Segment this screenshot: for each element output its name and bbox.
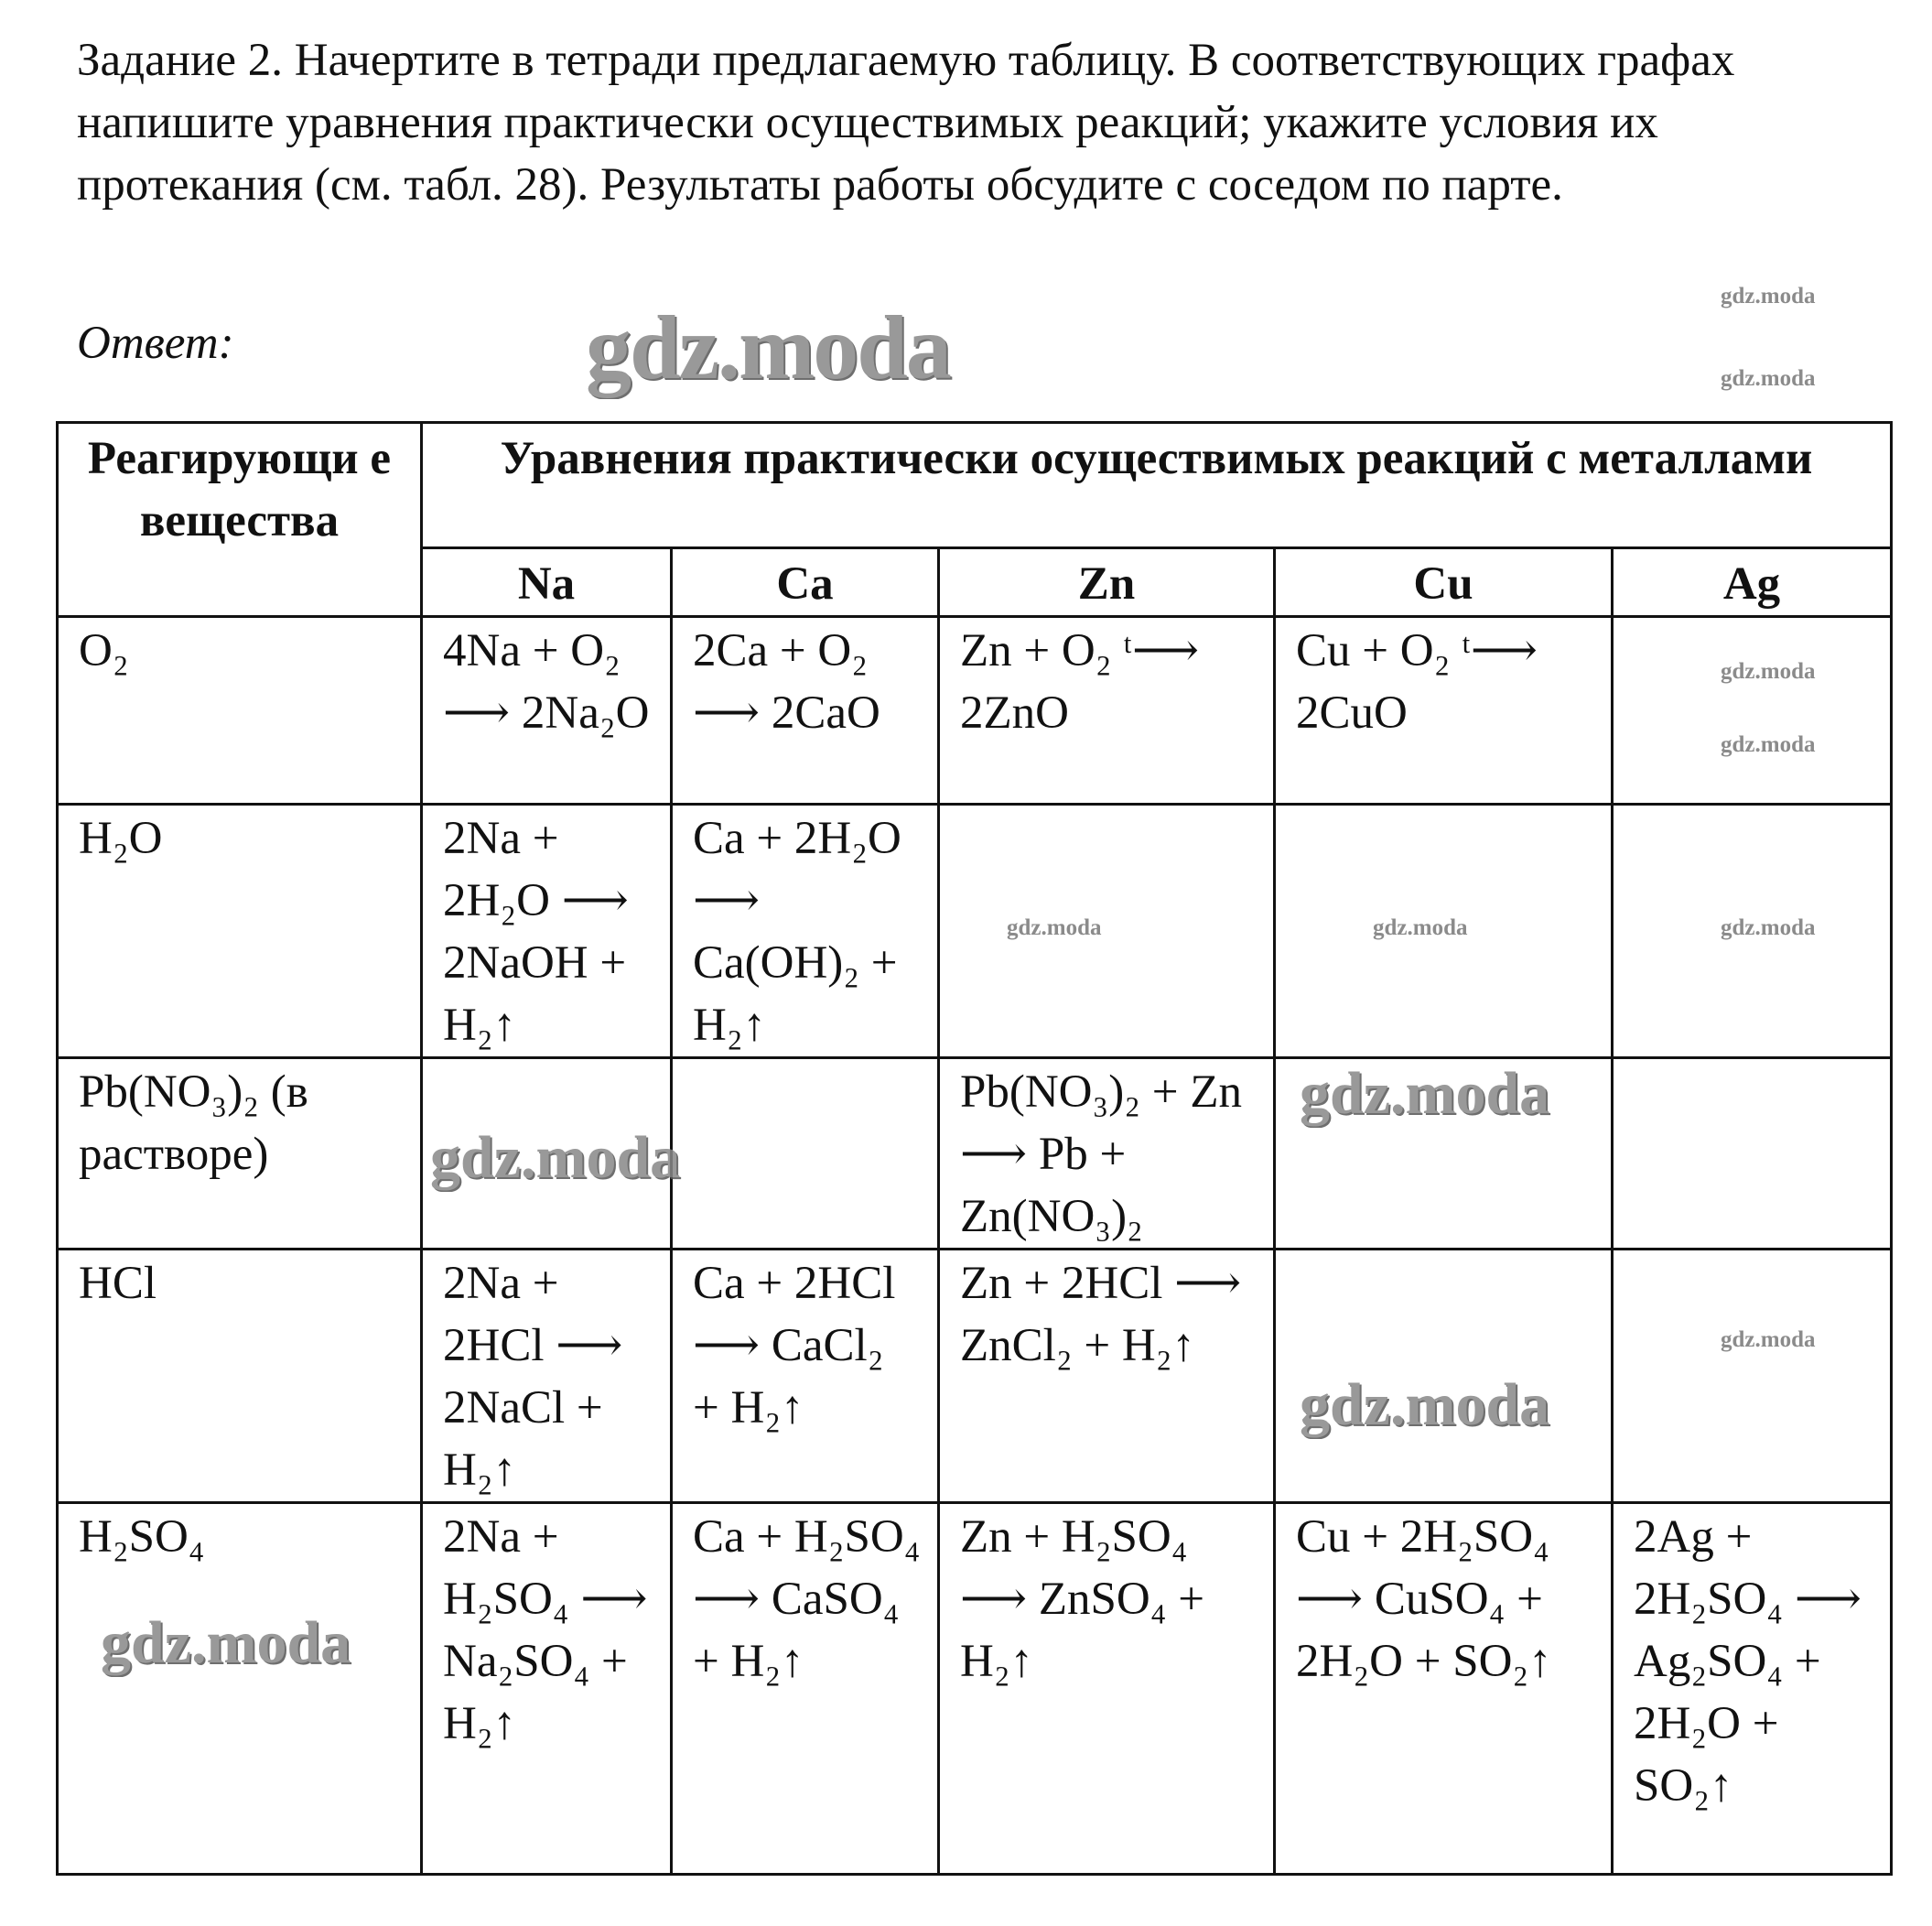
equation-cell: Pb(NO₃)₂ + Zn ⟶ Pb + Zn(NO₃)₂	[939, 1058, 1275, 1250]
table-row	[58, 1503, 1892, 1875]
watermark: gdz.moda	[1721, 284, 1816, 308]
watermark: gdz.moda	[430, 1124, 681, 1191]
header-metal: Zn	[939, 548, 1275, 617]
equation-cell: 4Na + O₂ ⟶ 2Na₂O	[422, 617, 672, 805]
equation-cell	[1275, 805, 1613, 1058]
watermark: gdz.moda	[1007, 915, 1102, 940]
equation-cell: 2Na + 2H₂O ⟶ 2NaOH + H₂↑	[422, 805, 672, 1058]
reagent-cell: HCl	[58, 1250, 422, 1503]
watermark: gdz.moda	[101, 1609, 351, 1676]
table-row	[58, 617, 1892, 805]
header-metal: Ca	[672, 548, 939, 617]
equation-cell: 2Na + H₂SO₄ ⟶ Na₂SO₄ + H₂↑	[422, 1503, 672, 1875]
reagent-cell: H₂O	[58, 805, 422, 1058]
watermark: gdz.moda	[1300, 1060, 1550, 1127]
reagent-cell: O₂	[58, 617, 422, 805]
equation-cell: Ca + H₂SO₄ ⟶ CaSO₄ + H₂↑	[672, 1503, 939, 1875]
table-row	[58, 1250, 1892, 1503]
header-equations: Уравнения практически осуществимых реакций с металлами	[422, 423, 1892, 548]
watermark: gdz.moda	[1721, 732, 1816, 757]
header-metal: Ag	[1613, 548, 1892, 617]
equation-cell: 2Ag + 2H₂SO₄ ⟶ Ag₂SO₄ + 2H₂O + SO₂↑	[1613, 1503, 1892, 1875]
equation-cell	[939, 805, 1275, 1058]
equation-cell: Cu + O₂ ᵗ⟶ 2CuO	[1275, 617, 1613, 805]
watermark: gdz.moda	[1300, 1371, 1550, 1438]
equation-cell: 2Ca + O₂ ⟶ 2CaO	[672, 617, 939, 805]
task-text: Задание 2. Начертите в тетради предлагаемую таблицу. В соответствующих графах напишите уравнения практически осуществимых реакций; укажите условия их протекания (см. табл. 28). Результаты работы обсудите с соседом по парте.	[77, 35, 1735, 211]
table-row	[58, 1058, 1892, 1250]
equation-cell: 2Na + 2HCl ⟶ 2NaCl + H₂↑	[422, 1250, 672, 1503]
equation-cell	[672, 1058, 939, 1250]
equation-cell	[1613, 1250, 1892, 1503]
reagent-cell: Pb(NO₃)₂ (в растворе)	[58, 1058, 422, 1250]
equation-cell	[1275, 1250, 1613, 1503]
header-metal: Cu	[1275, 548, 1613, 617]
reactions-table	[56, 421, 1893, 1876]
watermark: gdz.moda	[586, 297, 950, 398]
equation-cell: Zn + H₂SO₄ ⟶ ZnSO₄ + H₂↑	[939, 1503, 1275, 1875]
header-reagents: Реагирующи е вещества	[58, 423, 422, 617]
equation-cell	[1613, 617, 1892, 805]
equation-cell: Cu + 2H₂SO₄ ⟶ CuSO₄ + 2H₂O + SO₂↑	[1275, 1503, 1613, 1875]
equation-cell: Zn + O₂ ᵗ⟶ 2ZnO	[939, 617, 1275, 805]
equation-cell: Ca + 2H₂O ⟶ Ca(OH)₂ + H₂↑	[672, 805, 939, 1058]
equation-cell: Ca + 2HCl ⟶ CaCl₂ + H₂↑	[672, 1250, 939, 1503]
reagent-cell: H₂SO₄	[58, 1503, 422, 1875]
watermark: gdz.moda	[1373, 915, 1468, 940]
header-metal: Na	[422, 548, 672, 617]
table-row	[58, 805, 1892, 1058]
equation-cell	[422, 1058, 672, 1250]
watermark: gdz.moda	[1721, 1327, 1816, 1352]
equation-cell	[1613, 1058, 1892, 1250]
equation-cell	[1613, 805, 1892, 1058]
equation-cell: Zn + 2HCl ⟶ ZnCl₂ + H₂↑	[939, 1250, 1275, 1503]
equation-cell	[1275, 1058, 1613, 1250]
watermark: gdz.moda	[1721, 659, 1816, 684]
watermark: gdz.moda	[1721, 366, 1816, 391]
watermark: gdz.moda	[1721, 915, 1816, 940]
answer-label: Ответ:	[77, 318, 234, 369]
